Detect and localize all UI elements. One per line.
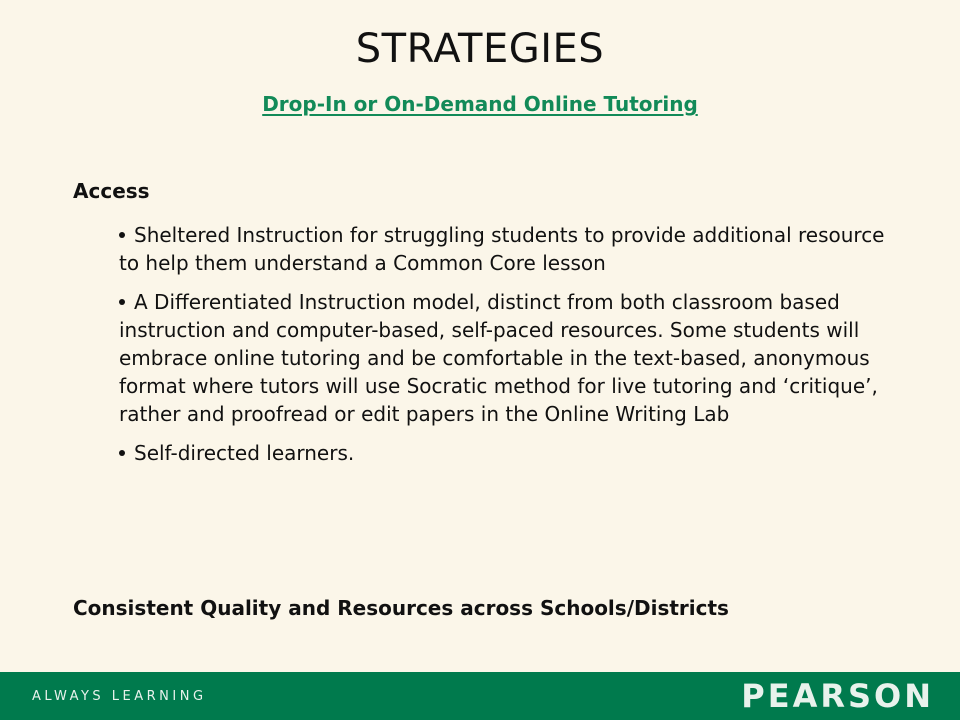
bullet-dot-icon: [119, 299, 125, 305]
access-heading: Access: [73, 179, 150, 203]
bullet-dot-icon: [119, 450, 125, 456]
bullet-dot-icon: [119, 232, 125, 238]
footer-bar: [0, 672, 960, 720]
bullet-item-differentiated-instruction: [119, 288, 899, 428]
bullet-text: Self-directed learners.: [134, 441, 355, 465]
slide-title: STRATEGIES: [355, 26, 605, 72]
subtitle-link[interactable]: Drop-In or On-Demand Online Tutoring: [262, 92, 698, 116]
bullet-item-self-directed: [119, 439, 899, 467]
bullet-item-sheltered-instruction: [119, 221, 899, 277]
footer-tagline: ALWAYS LEARNING: [32, 689, 207, 704]
bullet-text: A Differentiated Instruction model, distinct from both classroom based instruction and computer-based, self-paced resources. Some students will embrace online tutoring and be comfortable in the text-based, anonymous format where tutors will use Socratic method for live tutoring and ‘critique’, rather and proofread or edit papers in the Online Writing Lab: [119, 290, 878, 426]
bullet-text: Sheltered Instruction for struggling students to provide additional resource to help them understand a Common Core lesson: [119, 223, 885, 275]
pearson-logo: PEARSON: [741, 677, 934, 715]
access-bullet-list: [119, 221, 899, 478]
quality-heading: Consistent Quality and Resources across Schools/Districts: [73, 596, 729, 620]
